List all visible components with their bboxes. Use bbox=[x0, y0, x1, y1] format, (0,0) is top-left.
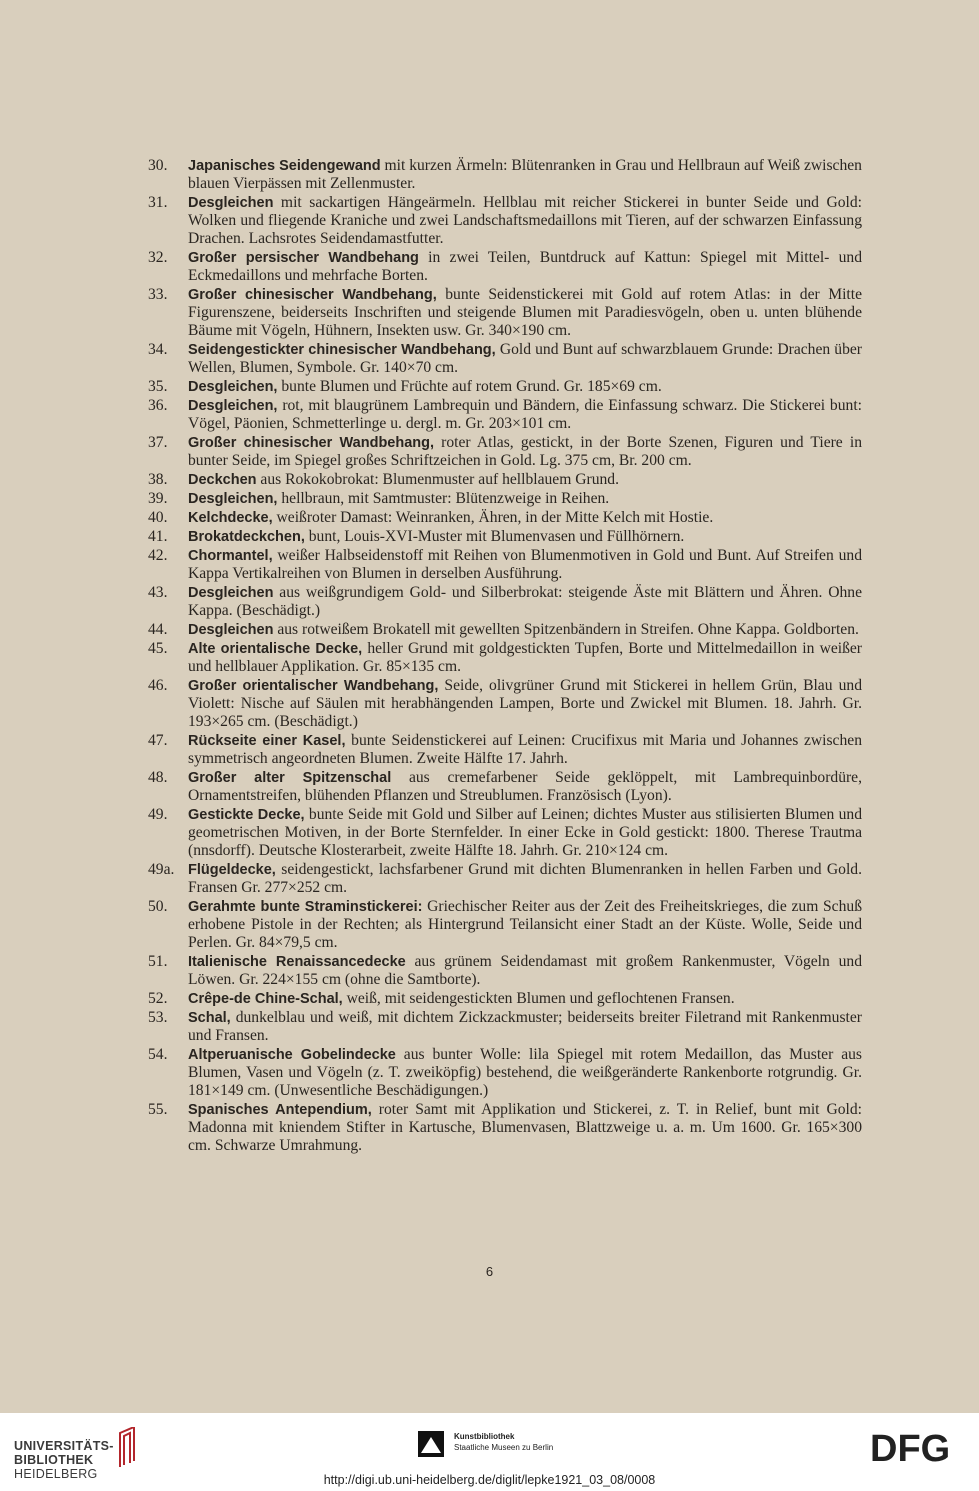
page-number: 6 bbox=[485, 1264, 494, 1279]
entry-title: Großer chinesischer Wandbehang, bbox=[188, 435, 435, 451]
entry-body bbox=[188, 378, 862, 396]
footer bbox=[0, 1413, 979, 1491]
entry-number: 42. bbox=[148, 547, 168, 564]
entry-body bbox=[188, 471, 862, 489]
entry-title: Kelchdecke, bbox=[188, 510, 273, 526]
catalog-entry bbox=[148, 1046, 862, 1100]
entry-text: Griechischer Reiter aus der Zeit des Freiheitskrieges, die zum Schuß erhobene Pistole in der Rechten; als Hintergrund Teilansicht einer Stadt an der Küste. Wolle, Seide und Perlen. Gr. 84×79,5 cm. bbox=[188, 898, 862, 951]
entry-text: heller Grund mit goldgestickten Tupfen, Borte und Mittelmedaillon in weißer und hellblauer Applikation. Gr. 85×135 cm. bbox=[188, 640, 862, 675]
catalog-entry bbox=[148, 434, 862, 470]
catalog-entry bbox=[148, 769, 862, 805]
entry-title: Schal, bbox=[188, 1010, 231, 1026]
dfg-logo[interactable] bbox=[870, 1431, 966, 1465]
entry-text: weißroter Damast: Weinranken, Ähren, in der Mitte Kelch mit Hostie. bbox=[272, 509, 714, 526]
entry-text: mit sackartigen Hängeärmeln. Hellblau mit reicher Stickerei in bunter Seide und Gold: Wolken und fliegende Kraniche und zwei Landschaftsmedaillons mit Tieren, auf der schwarzen Einfassung Drachen. Lachsrotes Seidendamastfutter. bbox=[188, 194, 862, 247]
catalog-entry bbox=[148, 677, 862, 731]
catalog-entry bbox=[148, 1101, 862, 1155]
entry-body bbox=[188, 286, 862, 340]
entry-text: aus rotweißem Brokatell mit gewellten Spitzenbändern in Streifen. Ohne Kappa. Goldborten. bbox=[273, 621, 859, 638]
entry-body bbox=[188, 341, 862, 377]
entry-number: 53. bbox=[148, 1009, 168, 1026]
entry-text: aus bunter Wolle: lila Spiegel mit rotem Medaillon, das Muster aus Blumen, Vasen und Vögeln (z. T. zweiköpfig) bestehend, die weißgeränderte Rankenborte rotgrundig. Gr. 181×149 cm. (Unwesentliche Beschädigungen.) bbox=[188, 1046, 862, 1099]
entry-body bbox=[188, 584, 862, 620]
entry-text: in zwei Teilen, Buntdruck auf Kattun: Spiegel mit Mittel- und Eckmedaillons und mehrfache Borten. bbox=[188, 249, 862, 284]
catalog-entry bbox=[148, 286, 862, 340]
entry-body bbox=[188, 677, 862, 731]
entry-title: Großer chinesischer Wandbehang, bbox=[188, 287, 437, 303]
entry-number: 31. bbox=[148, 194, 168, 211]
entry-body bbox=[188, 528, 862, 546]
entry-title: Flügeldecke, bbox=[188, 862, 276, 878]
entry-number: 55. bbox=[148, 1101, 168, 1118]
entry-body bbox=[188, 397, 862, 433]
entry-body bbox=[188, 990, 862, 1008]
entry-number: 49. bbox=[148, 806, 168, 823]
entry-body bbox=[188, 1101, 862, 1155]
catalog-entry bbox=[148, 806, 862, 860]
entry-number: 35. bbox=[148, 378, 168, 395]
entry-number: 37. bbox=[148, 434, 168, 451]
kunstbibliothek-logo-icon bbox=[418, 1431, 444, 1457]
entry-text: Seide, olivgrüner Grund mit Stickerei in hellem Grün, Blau und Violett: Nische auf Säulen mit herabhängenden Lampen, Borte und Zwickel mit Blumen. 18. Jahrh. Gr. 193×265 cm. (Beschädigt.) bbox=[188, 677, 862, 730]
catalog-entry bbox=[148, 990, 862, 1008]
entry-number: 54. bbox=[148, 1046, 168, 1063]
entry-text: seidengestickt, lachsfarbener Grund mit dichten Blumenranken in hellen Farben und Gold. Fransen Gr. 277×252 cm. bbox=[188, 861, 862, 896]
entry-title: Großer alter Spitzenschal bbox=[188, 770, 392, 786]
entry-text: roter Samt mit Applikation und Stickerei, z. T. in Relief, bunt mit Gold: Madonna mit kniendem Stifter in Kartusche, Blumenvasen, Blattzweige u. a. m. Um 1600. Gr. 165×300 cm. Schwarze Umrahmung. bbox=[188, 1101, 862, 1154]
entry-title: Brokatdeckchen, bbox=[188, 529, 305, 545]
university-library-logo-icon bbox=[116, 1427, 138, 1467]
entry-body bbox=[188, 157, 862, 193]
entry-body bbox=[188, 953, 862, 989]
entry-number: 45. bbox=[148, 640, 168, 657]
catalog-entry bbox=[148, 953, 862, 989]
catalog-entry bbox=[148, 509, 862, 527]
entry-title: Japanisches Seidengewand bbox=[188, 158, 381, 174]
catalog-entry bbox=[148, 732, 862, 768]
entry-number: 49a. bbox=[148, 861, 175, 878]
entry-text: aus Rokokobrokat: Blumenmuster auf hellblauem Grund. bbox=[256, 471, 620, 488]
entry-number: 48. bbox=[148, 769, 168, 786]
entry-title: Rückseite einer Kasel, bbox=[188, 733, 346, 749]
entry-title: Seidengestickter chinesischer Wandbehang, bbox=[188, 342, 496, 358]
entry-title: Altperuanische Gobelindecke bbox=[188, 1047, 396, 1063]
entry-title: Großer persischer Wandbehang bbox=[188, 250, 419, 266]
catalog-entry bbox=[148, 528, 862, 546]
entry-text: aus cremefarbener Seide geklöppelt, mit Lambrequinbordüre, Ornamentstreifen, blühenden Pflanzen und Streublumen. Französisch (Lyon). bbox=[188, 769, 862, 804]
entry-number: 40. bbox=[148, 509, 168, 526]
entry-body bbox=[188, 769, 862, 805]
entry-title: Desgleichen bbox=[188, 622, 274, 638]
entry-title: Alte orientalische Decke, bbox=[188, 641, 363, 657]
entry-text: aus weißgrundigem Gold- und Silberbrokat: steigende Äste mit Blättern und Ähren. Ohne Kappa. (Beschädigt.) bbox=[188, 584, 862, 619]
entry-number: 52. bbox=[148, 990, 168, 1007]
entry-body bbox=[188, 434, 862, 470]
catalog-entry bbox=[148, 341, 862, 377]
entry-number: 41. bbox=[148, 528, 168, 545]
catalog-entry bbox=[148, 157, 862, 193]
kb-line2: Staatliche Museen zu Berlin bbox=[454, 1443, 554, 1452]
entry-text: mit kurzen Ärmeln: Blütenranken in Grau und Hellbraun auf Weiß zwischen blauen Vierpässen mit Zellenmuster. bbox=[188, 157, 862, 192]
entry-body bbox=[188, 509, 862, 527]
entry-text: dunkelblau und weiß, mit dichtem Zickzackmuster; beiderseits breiter Filetrand mit Rankenmuster und Fransen. bbox=[188, 1009, 862, 1044]
dfg-text: DFG bbox=[870, 1431, 951, 1465]
catalog-entry bbox=[148, 249, 862, 285]
entry-number: 34. bbox=[148, 341, 168, 358]
uni-line2: BIBLIOTHEK bbox=[14, 1453, 94, 1467]
entry-body bbox=[188, 898, 862, 952]
entry-number: 39. bbox=[148, 490, 168, 507]
entry-text: bunte Seidenstickerei mit Gold auf rotem Atlas: in der Mitte Figurenszene, beiderseits Inschriften und steigende Blumen mit Paradiesvögeln, oben u. unten blühende Bäume mit Vögeln, Hühnern, Insekten usw. Gr. 340×190 cm. bbox=[188, 286, 862, 339]
entry-body bbox=[188, 1046, 862, 1100]
entry-title: Großer orientalischer Wandbehang, bbox=[188, 678, 439, 694]
entry-body bbox=[188, 490, 862, 508]
entry-body bbox=[188, 621, 862, 639]
entry-number: 47. bbox=[148, 732, 168, 749]
catalog-list bbox=[148, 157, 862, 1156]
entry-title: Deckchen bbox=[188, 472, 257, 488]
entry-title: Desgleichen, bbox=[188, 398, 278, 414]
entry-body bbox=[188, 194, 862, 248]
entry-title: Desgleichen, bbox=[188, 491, 278, 507]
entry-number: 38. bbox=[148, 471, 168, 488]
entry-body bbox=[188, 806, 862, 860]
catalog-entry bbox=[148, 861, 862, 897]
entry-title: Desgleichen bbox=[188, 195, 274, 211]
entry-text: bunt, Louis-XVI-Muster mit Blumenvasen und Füllhörnern. bbox=[304, 528, 685, 545]
entry-number: 44. bbox=[148, 621, 168, 638]
entry-text: hellbraun, mit Samtmuster: Blütenzweige in Reihen. bbox=[277, 490, 610, 507]
entry-text: weißer Halbseidenstoff mit Reihen von Blumenmotiven in Gold und Bunt. Auf Streifen und Kappa Vertikalreihen von Blumen in derselben Ausführung. bbox=[188, 547, 862, 582]
catalog-entry bbox=[148, 471, 862, 489]
catalog-entry bbox=[148, 1009, 862, 1045]
entry-title: Spanisches Antependium, bbox=[188, 1102, 372, 1118]
entry-title: Chormantel, bbox=[188, 548, 273, 564]
entry-text: bunte Seide mit Gold und Silber auf Leinen; dichtes Muster aus stilisierten Blumen und geometrischen Motiven, in der Borte Sternfelder. In einer Ecke in Gold gestickt: 1800. Therese Trautma (nnsdorff). Deutsche Klosterarbeit, zweite Hälfte 18. Jahrh. Gr. 210×124 cm. bbox=[188, 806, 862, 859]
entry-title: Gerahmte bunte Straminstickerei: bbox=[188, 899, 423, 915]
entry-text: aus grünem Seidendamast mit großem Rankenmuster, Vögeln und Löwen. Gr. 224×155 cm (ohne die Samtborte). bbox=[188, 953, 862, 988]
entry-number: 32. bbox=[148, 249, 168, 266]
entry-text: Gold und Bunt auf schwarzblauem Grunde: Drachen über Wellen, Blumen, Symbole. Gr. 140×70 cm. bbox=[188, 341, 862, 376]
entry-text: rot, mit blaugrünem Lambrequin und Bändern, die Einfassung schwarz. Die Stickerei bunt: Vögel, Päonien, Schmetterlinge u. dergl. m. Gr. 203×101 cm. bbox=[188, 397, 862, 432]
catalog-entry bbox=[148, 640, 862, 676]
entry-title: Desgleichen, bbox=[188, 379, 278, 395]
catalog-entry bbox=[148, 490, 862, 508]
entry-number: 36. bbox=[148, 397, 168, 414]
entry-body bbox=[188, 640, 862, 676]
catalog-entry bbox=[148, 378, 862, 396]
entry-title: Gestickte Decke, bbox=[188, 807, 305, 823]
catalog-entry bbox=[148, 194, 862, 248]
entry-body bbox=[188, 732, 862, 768]
entry-number: 50. bbox=[148, 898, 168, 915]
uni-line1: UNIVERSITÄTS- bbox=[14, 1439, 114, 1453]
catalog-entry bbox=[148, 547, 862, 583]
entry-number: 51. bbox=[148, 953, 168, 970]
entry-number: 30. bbox=[148, 157, 168, 174]
uni-line3: HEIDELBERG bbox=[14, 1467, 98, 1481]
entry-body bbox=[188, 1009, 862, 1045]
catalog-entry bbox=[148, 397, 862, 433]
kb-line1: Kunstbibliothek bbox=[454, 1432, 515, 1441]
page-url[interactable]: http://digi.ub.uni-heidelberg.de/diglit/lepke1921_03_08/0008 bbox=[323, 1473, 656, 1487]
entry-text: bunte Blumen und Früchte auf rotem Grund. Gr. 185×69 cm. bbox=[277, 378, 662, 395]
catalog-entry bbox=[148, 584, 862, 620]
entry-body bbox=[188, 861, 862, 897]
entry-body bbox=[188, 547, 862, 583]
entry-text: bunte Seidenstickerei auf Leinen: Crucifixus mit Maria und Johannes zwischen symmetrisch angeordneten Blumen. Zweite Hälfte 17. Jahrh. bbox=[188, 732, 862, 767]
entry-text: roter Atlas, gestickt, in der Borte Szenen, Figuren und Tiere in bunter Seide, im Spiegel großes Schriftzeichen in Gold. Lg. 375 cm, Br. 200 cm. bbox=[188, 434, 862, 469]
entry-text: weiß, mit seidengestickten Blumen und geflochtenen Fransen. bbox=[342, 990, 735, 1007]
entry-number: 46. bbox=[148, 677, 168, 694]
entry-title: Crêpe-de Chine-Schal, bbox=[188, 991, 343, 1007]
catalog-entry bbox=[148, 621, 862, 639]
entry-body bbox=[188, 249, 862, 285]
entry-title: Italienische Renaissancedecke bbox=[188, 954, 406, 970]
entry-number: 43. bbox=[148, 584, 168, 601]
kunstbibliothek-text bbox=[454, 1431, 553, 1453]
catalog-entry bbox=[148, 898, 862, 952]
entry-number: 33. bbox=[148, 286, 168, 303]
entry-title: Desgleichen bbox=[188, 585, 274, 601]
